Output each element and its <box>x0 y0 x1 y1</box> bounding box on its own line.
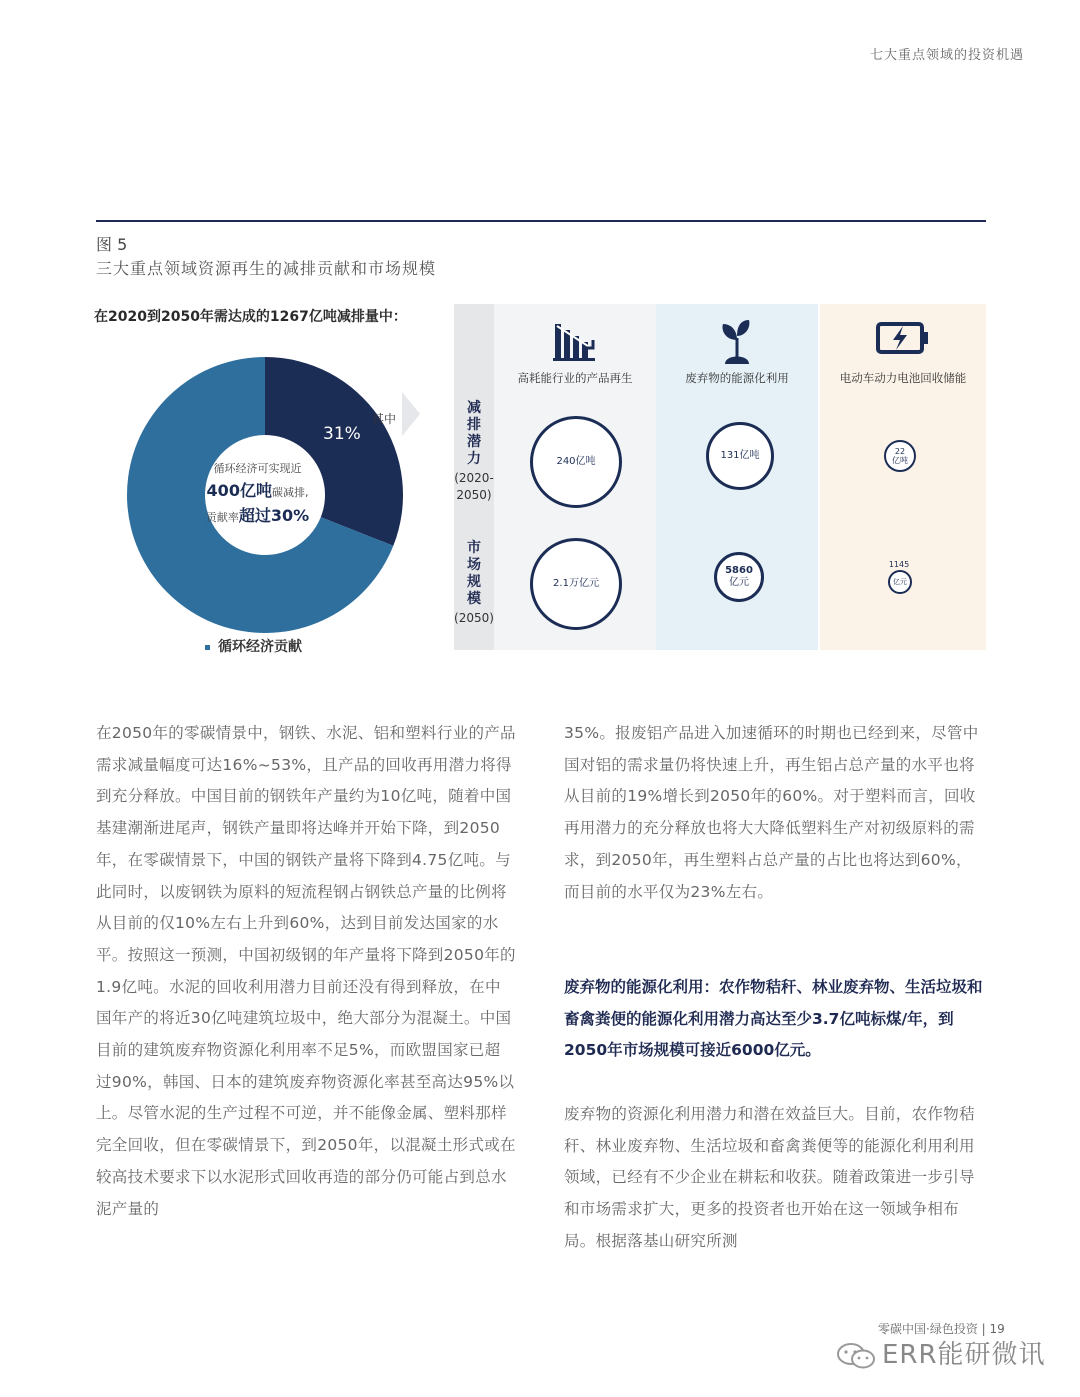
emission-circle <box>706 422 774 490</box>
column-product-recycling <box>494 304 656 650</box>
market-value: 2.1万亿元 <box>553 578 599 589</box>
legend-label: 循环经济贡献 <box>218 639 302 655</box>
row-label-market-text: 市场规模 <box>467 540 481 607</box>
watermark <box>836 1334 1046 1371</box>
watermark-text: ERR能研微讯 <box>882 1340 1046 1370</box>
center-small2: 贡献率 <box>205 511 239 524</box>
column-title: 废弃物的能源化利用 <box>685 371 789 385</box>
section-title: 七大重点领域的投资机遇 <box>869 48 1024 63</box>
column-title: 电动车动力电池回收储能 <box>839 371 967 385</box>
row-label-market-year: (2050) <box>454 611 494 625</box>
slice-callout-label: 其中 <box>372 412 397 426</box>
donut-center-text <box>190 460 325 526</box>
section-highlight-paragraph: 废弃物的能源化利用：农作物秸秆、林业废弃物、生活垃圾和畜禽粪便的能源化利用潜力高达至少3.7亿吨标煤/年，到2050年市场规模可接近6000亿元。 <box>564 978 983 1060</box>
center-big-value: 400亿吨 <box>206 481 272 500</box>
row-label-market <box>454 540 494 627</box>
market-value-number: 5860 <box>725 565 753 576</box>
page-footer: 零碳中国·绿色投资 | 19 <box>878 1322 1005 1336</box>
market-value-number: 1145 <box>888 560 910 569</box>
wechat-icon <box>836 1341 876 1371</box>
legend <box>205 636 302 656</box>
market-circle <box>530 538 622 630</box>
market-circle <box>888 570 912 594</box>
divider <box>96 220 986 222</box>
row-label-emission <box>454 400 494 504</box>
bar-chart-icon <box>553 318 597 362</box>
donut-heading: 在2020到2050年需达成的1267亿吨减排量中： <box>94 309 407 325</box>
row-header-column <box>454 304 494 650</box>
emission-value: 240亿吨 <box>556 456 596 467</box>
center-line2 <box>190 478 325 501</box>
market-value-unit: 亿元 <box>729 577 749 588</box>
body-paragraph-right-2: 废弃物的资源化利用潜力和潜在效益巨大。目前，农作物秸秆、林业废弃物、生活垃圾和畜禽粪便等的能源化利用利用领域，已经有不少企业在耕耘和收获。随着政策进一步引导和市场需求扩大，更多的投资者也开始在这一领域争相布局。根据落基山研究所测 <box>564 1105 975 1250</box>
column-title: 高耗能行业的产品再生 <box>517 371 633 385</box>
battery-icon <box>875 318 931 358</box>
center-small1: 碳减排, <box>271 486 309 499</box>
figure-label: 图 5 <box>96 235 128 254</box>
arrow-shape <box>402 392 420 436</box>
legend-swatch <box>205 645 210 650</box>
body-paragraph-right-1: 35%。报废铝产品进入加速循环的时期也已经到来，尽管中国对铝的需求量仍将快速上升，再生铝占总产量的水平也将从目前的19%增长到2050年的60%。对于塑料而言，回收再用潜力的充分释放也将大大降低塑料生产对初级原料的需求，到2050年，再生塑料占总产量的占比也将达到60%，而目前的水平仅为23%左右。 <box>564 724 979 901</box>
plant-icon <box>715 318 759 366</box>
center-big-value2: 超过30% <box>238 506 310 525</box>
slice-percent-label: 31% <box>323 424 361 444</box>
emission-circle <box>530 416 622 508</box>
row-label-emission-text: 减排潜力 <box>467 400 481 467</box>
emission-circle <box>884 440 916 472</box>
center-line1: 循环经济可实现近 <box>213 462 302 475</box>
column-waste-energy <box>656 304 818 650</box>
market-value-unit: 亿元 <box>893 578 907 586</box>
row-label-emission-years: (2020-2050) <box>454 471 494 502</box>
column-battery-recycling <box>820 304 986 650</box>
body-paragraph-left: 在2050年的零碳情景中，钢铁、水泥、铝和塑料行业的产品需求减量幅度可达16%~53%，且产品的回收再用潜力将得到充分释放。中国目前的钢铁年产量约为10亿吨，随着中国基建潮渐进尾声，钢铁产量即将达峰并开始下降，到2050年，在零碳情景下，中国的钢铁产量将下降到4.75亿吨。与此同时，以废钢铁为原料的短流程钢占钢铁总产量的比例将从目前的仅10%左右上升到60%，达到目前发达国家的水平。按照这一预测，中国初级钢的年产量将下降到2050年的1.9亿吨。水泥的回收利用潜力目前还没有得到释放，在中国年产的将近30亿吨建筑垃圾中，绝大部分为混凝土。中国目前的建筑废弃物资源化利用率不足5%，而欧盟国家已超过90%，韩国、日本的建筑废弃物资源化率甚至高达95%以上。尽管水泥的生产过程不可逆，并不能像金属、塑料那样完全回收，但在零碳情景下，到2050年，以混凝土形式或在较高技术要求下以水泥形式回收再造的部分仍可能占到总水泥产量的 <box>96 724 516 1218</box>
emission-value-number: 22 <box>894 447 906 456</box>
emission-value: 131亿吨 <box>720 450 760 461</box>
center-line3 <box>190 503 325 526</box>
emission-value-unit: 亿吨 <box>892 456 908 465</box>
figure-title: 三大重点领域资源再生的减排贡献和市场规模 <box>96 259 437 278</box>
market-circle <box>714 552 764 602</box>
